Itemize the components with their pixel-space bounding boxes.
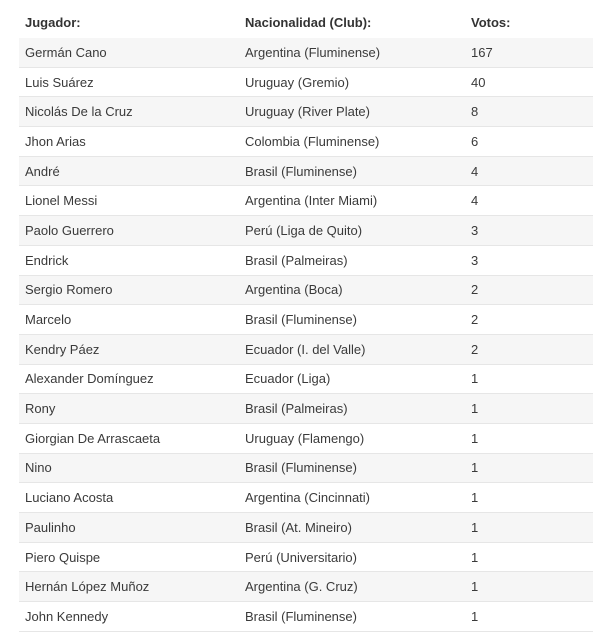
table-row xyxy=(19,305,593,335)
player-votes: 1 xyxy=(471,371,479,387)
table-row xyxy=(19,216,593,246)
player-nationality-club: Argentina (Cincinnati) xyxy=(245,490,371,506)
votes-table xyxy=(19,6,593,632)
player-name: Sergio Romero xyxy=(25,282,113,298)
player-name: Germán Cano xyxy=(25,44,107,60)
table-body xyxy=(19,38,593,632)
player-nationality-club: Ecuador (Liga) xyxy=(245,371,331,387)
table-row xyxy=(19,97,593,127)
player-nationality-club: Colombia (Fluminense) xyxy=(245,133,380,149)
player-name: Paolo Guerrero xyxy=(25,222,114,238)
table-row xyxy=(19,513,593,543)
player-name: Nino xyxy=(25,460,52,476)
table-row xyxy=(19,602,593,632)
player-name: Luis Suárez xyxy=(25,74,94,90)
header-nacionalidad-club: Nacionalidad (Club): xyxy=(245,14,372,30)
table-header-row xyxy=(19,6,593,38)
player-votes: 2 xyxy=(471,282,479,298)
player-votes: 40 xyxy=(471,74,486,90)
player-votes: 167 xyxy=(471,44,493,60)
table-row xyxy=(19,38,593,68)
table-row xyxy=(19,394,593,424)
table-row xyxy=(19,454,593,484)
player-votes: 1 xyxy=(471,460,479,476)
player-nationality-club: Perú (Universitario) xyxy=(245,549,357,565)
player-name: André xyxy=(25,163,60,179)
table-row xyxy=(19,483,593,513)
player-votes: 1 xyxy=(471,430,479,446)
player-nationality-club: Uruguay (River Plate) xyxy=(245,104,370,120)
player-name: Jhon Arias xyxy=(25,133,86,149)
table-row xyxy=(19,424,593,454)
player-name: Rony xyxy=(25,401,56,417)
table-row xyxy=(19,276,593,306)
player-name: Nicolás De la Cruz xyxy=(25,104,133,120)
player-votes: 1 xyxy=(471,519,479,535)
player-votes: 1 xyxy=(471,608,479,624)
player-nationality-club: Brasil (Fluminense) xyxy=(245,312,357,328)
player-votes: 6 xyxy=(471,133,479,149)
player-nationality-club: Brasil (Palmeiras) xyxy=(245,252,348,268)
header-jugador: Jugador: xyxy=(25,14,81,30)
table-row xyxy=(19,543,593,573)
player-name: Endrick xyxy=(25,252,69,268)
table-row xyxy=(19,246,593,276)
player-votes: 1 xyxy=(471,401,479,417)
player-name: John Kennedy xyxy=(25,608,109,624)
header-votos: Votos: xyxy=(471,14,511,30)
player-nationality-club: Perú (Liga de Quito) xyxy=(245,222,363,238)
player-nationality-club: Argentina (G. Cruz) xyxy=(245,579,358,595)
player-name: Alexander Domínguez xyxy=(25,371,154,387)
player-votes: 3 xyxy=(471,252,479,268)
player-name: Piero Quispe xyxy=(25,549,101,565)
player-name: Paulinho xyxy=(25,519,76,535)
player-nationality-club: Argentina (Inter Miami) xyxy=(245,193,378,209)
player-nationality-club: Brasil (Fluminense) xyxy=(245,608,357,624)
player-nationality-club: Brasil (Fluminense) xyxy=(245,163,357,179)
player-nationality-club: Brasil (At. Mineiro) xyxy=(245,519,352,535)
table-row xyxy=(19,186,593,216)
player-nationality-club: Brasil (Fluminense) xyxy=(245,460,357,476)
player-votes: 2 xyxy=(471,312,479,328)
player-votes: 2 xyxy=(471,341,479,357)
player-nationality-club: Uruguay (Flamengo) xyxy=(245,430,365,446)
player-nationality-club: Argentina (Fluminense) xyxy=(245,44,381,60)
player-name: Hernán López Muñoz xyxy=(25,579,150,595)
player-nationality-club: Brasil (Palmeiras) xyxy=(245,401,348,417)
player-nationality-club: Ecuador (I. del Valle) xyxy=(245,341,366,357)
table-row xyxy=(19,335,593,365)
player-nationality-club: Argentina (Boca) xyxy=(245,282,343,298)
table-row xyxy=(19,68,593,98)
player-nationality-club: Uruguay (Gremio) xyxy=(245,74,350,90)
player-votes: 3 xyxy=(471,222,479,238)
player-votes: 4 xyxy=(471,193,479,209)
player-name: Luciano Acosta xyxy=(25,490,114,506)
table-row xyxy=(19,365,593,395)
table-row xyxy=(19,572,593,602)
player-name: Kendry Páez xyxy=(25,341,100,357)
player-name: Marcelo xyxy=(25,312,72,328)
player-name: Lionel Messi xyxy=(25,193,98,209)
player-votes: 1 xyxy=(471,549,479,565)
player-name: Giorgian De Arrascaeta xyxy=(25,430,161,446)
player-votes: 4 xyxy=(471,163,479,179)
player-votes: 1 xyxy=(471,579,479,595)
table-row xyxy=(19,157,593,187)
player-votes: 1 xyxy=(471,490,479,506)
table-row xyxy=(19,127,593,157)
player-votes: 8 xyxy=(471,104,479,120)
